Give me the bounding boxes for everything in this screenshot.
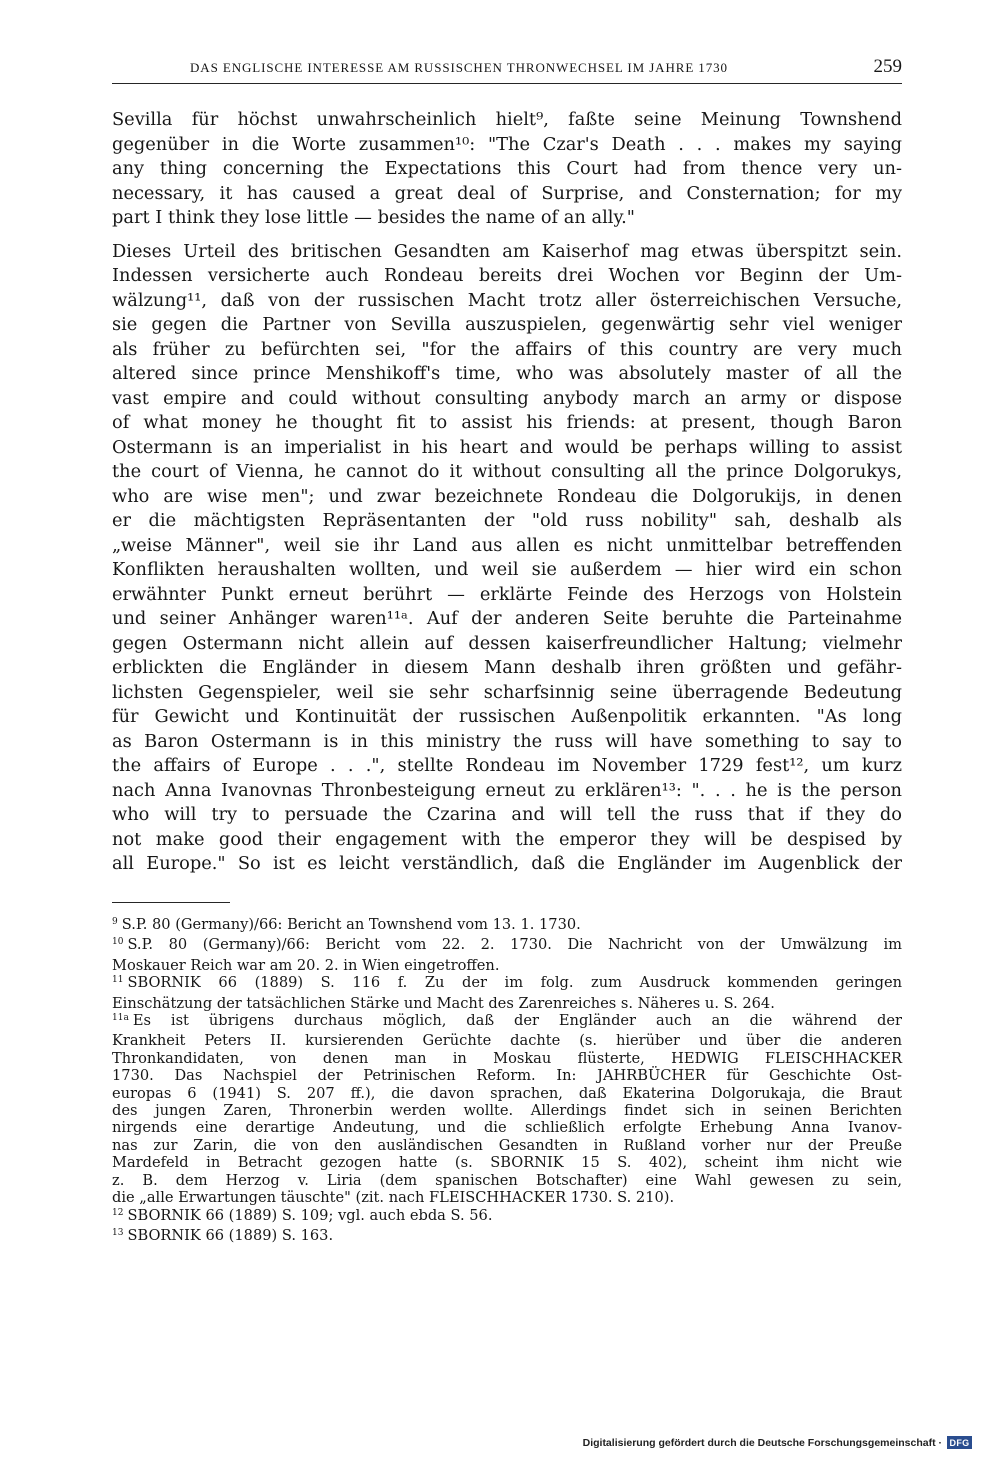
text-line: gegen Ostermann nicht allein auf dessen kaiserfreundlicher Haltung; vielmehr <box>112 632 902 654</box>
footnote-line: nirgends eine derartige Andeutung, und die schließlich erfolgte Erhebung Anna Ivanov- <box>112 1119 902 1137</box>
footnote-text: SBORNIK 66 (1889) S. 163. <box>127 1226 334 1244</box>
text-line: erblickten die Engländer in diesem Mann deshalb ihren größten und gefähr- <box>112 657 902 678</box>
footnote-line <box>112 1207 902 1227</box>
text-line: the court of Vienna, he cannot do it without consulting all the prince Dolgorukys, <box>112 461 902 482</box>
paragraph <box>112 108 902 231</box>
footnote-mark: 11 <box>112 975 124 986</box>
dfg-logo: DFG <box>947 1436 972 1449</box>
footnote-text: Es ist übrigens durchaus möglich, daß der Engländer auch an die während der <box>132 1012 902 1030</box>
running-header <box>112 58 902 84</box>
text-line: er die mächtigsten Repräsentanten der "old russ nobility" sah, deshalb als <box>112 510 902 531</box>
footnote-11a <box>112 1012 902 1206</box>
footnote-separator <box>112 902 230 903</box>
text-line: Sevilla für höchst unwahrscheinlich hielt⁹, faßte seine Meinung Townshend <box>112 109 902 130</box>
text-line: und seiner Anhänger waren¹¹ᵃ. Auf der anderen Seite beruhte die Parteinahme <box>112 608 902 629</box>
footnote-mark: 11a <box>112 1013 129 1024</box>
footnote-text: SBORNIK 66 (1889) S. 116 f. Zu der im folg. zum Ausdruck kommenden geringen <box>127 974 902 992</box>
footnote-line: europas 6 (1941) S. 207 ff.), die davon sprachen, daß Ekaterina Dolgorukaja, die Braut <box>112 1084 902 1102</box>
footnote-13 <box>112 1227 902 1247</box>
credit-text: Digitalisierung gefördert durch die Deutsche Forschungsgemeinschaft · <box>582 1436 942 1449</box>
footnote-line: nas zur Zarin, die von den ausländischen Gesandten in Rußland vorher nur der Preuße <box>112 1136 902 1154</box>
footnote-12 <box>112 1207 902 1227</box>
text-line: necessary, it has caused a great deal of Surprise, and Consternation; for my <box>112 182 902 204</box>
footnote-line <box>112 974 902 994</box>
footnotes <box>112 916 902 1247</box>
footnote-text: S.P. 80 (Germany)/66: Bericht an Townshend vom 13. 1. 1730. <box>121 916 581 933</box>
text-line: part I think they lose little — besides the name of an ally." <box>112 207 635 228</box>
text-line: not make good their engagement with the emperor they will be despised by <box>112 828 902 850</box>
text-line: any thing concerning the Expectations this Court had from thence very un- <box>112 158 902 179</box>
text-line: als früher zu befürchten sei, "for the affairs of this country are very much <box>112 338 902 360</box>
footnote-text: S.P. 80 (Germany)/66: Bericht vom 22. 2. 1730. Die Nachricht von der Umwälzung im <box>127 936 902 954</box>
text-line: nach Anna Ivanovnas Thronbesteigung erneut zu erklären¹³: ". . . he is the person <box>112 779 902 801</box>
text-line: vast empire and could without consulting anybody march an army or dispose <box>112 387 902 409</box>
footnote-line: Moskauer Reich war am 20. 2. in Wien eingetroffen. <box>112 956 500 974</box>
footnote-line <box>112 916 902 936</box>
footnote-line <box>112 1227 902 1247</box>
digitization-credit <box>583 1436 972 1449</box>
footnote-line: Einschätzung der tatsächlichen Stärke und Macht des Zarenreiches s. Näheres u. S. 264. <box>112 994 775 1012</box>
footnote-line: z. B. dem Herzog v. Liria (dem spanischen Botschafter) eine Wahl gewesen zu sein, <box>112 1171 902 1189</box>
footnote-line <box>112 1012 902 1032</box>
text-line: altered since prince Menshikoff's time, who was absolutely master of all the <box>112 363 902 384</box>
text-line: the affairs of Europe . . .", stellte Rondeau im November 1729 fest¹², um kurz <box>112 755 902 776</box>
text-line: all Europe." So ist es leicht verständlich, daß die Engländer im Augenblick der <box>112 853 902 874</box>
text-line: as Baron Ostermann is in this ministry the russ will have something to say to <box>112 730 902 752</box>
text-line: für Gewicht und Kontinuität der russischen Außenpolitik erkannten. "As long <box>112 706 902 727</box>
text-line: Ostermann is an imperialist in his heart and would be perhaps willing to assist <box>112 436 902 458</box>
footnote-mark: 13 <box>112 1227 124 1238</box>
footnote-line: Mardefeld in Betracht gezogen hatte (s. SBORNIK 15 S. 402), scheint ihm nicht wie <box>112 1154 902 1172</box>
text-line: wälzung¹¹, daß von der russischen Macht trotz aller österreichischen Versuche, <box>112 289 902 311</box>
footnote-line: Krankheit Peters II. kursierenden Gerüchte dachte (s. hierüber und über die anderen <box>112 1032 902 1050</box>
text-line: gegenüber in die Worte zusammen¹⁰: "The Czar's Death . . . makes my saying <box>112 133 902 155</box>
running-title: DAS ENGLISCHE INTERESSE AM RUSSISCHEN THRONWECHSEL IM JAHRE 1730 <box>190 60 728 75</box>
footnote-line: 1730. Das Nachspiel der Petrinischen Reform. In: JAHRBÜCHER für Geschichte Ost- <box>112 1067 902 1085</box>
footnote-text: SBORNIK 66 (1889) S. 109; vgl. auch ebda S. 56. <box>127 1206 493 1224</box>
footnote-11 <box>112 974 902 1012</box>
header-rule <box>112 83 902 84</box>
text-line: who will try to persuade the Czarina and will tell the russ that if they do <box>112 804 902 825</box>
footnote-10 <box>112 936 902 974</box>
text-line: erwähnter Punkt erneut berührt — erklärte Feinde des Herzogs von Holstein <box>112 583 902 605</box>
footnote-line: des jungen Zaren, Thronerbin werden wollte. Allerdings findet sich in seinen Berichten <box>112 1102 902 1120</box>
footnote-mark: 12 <box>112 1207 124 1218</box>
footnote-line: Thronkandidaten, von denen man in Moskau flüsterte, HEDWIG FLEISCHHACKER <box>112 1049 902 1067</box>
paragraph <box>112 240 902 877</box>
footnote-mark: 10 <box>112 937 124 948</box>
footnote-line: die „alle Erwartungen täuschte" (zit. nach FLEISCHHACKER 1730. S. 210). <box>112 1189 675 1207</box>
text-line: of what money he thought fit to assist his friends: at present, though Baron <box>112 412 902 433</box>
body-text <box>112 108 902 877</box>
text-line: „weise Männer", weil sie ihr Land aus allen es nicht unmittelbar betreffenden <box>112 534 902 556</box>
text-line: sie gegen die Partner von Sevilla auszuspielen, gegenwärtig sehr viel weniger <box>112 314 902 335</box>
footnote-9 <box>112 916 902 936</box>
footnote-line <box>112 936 902 956</box>
text-line: Dieses Urteil des britischen Gesandten am Kaiserhof mag etwas überspitzt sein. <box>112 240 902 262</box>
text-line: who are wise men"; und zwar bezeichnete Rondeau die Dolgorukijs, in denen <box>112 485 902 507</box>
text-line: lichsten Gegenspieler, weil sie sehr scharfsinnig seine überragende Bedeutung <box>112 681 902 703</box>
page-number: 259 <box>873 56 902 77</box>
text-line: Konflikten heraushalten wollten, und weil sie außerdem — hier wird ein schon <box>112 559 902 580</box>
footnote-mark: 9 <box>112 917 118 927</box>
text-line: Indessen versicherte auch Rondeau bereits drei Wochen vor Beginn der Um- <box>112 265 902 286</box>
